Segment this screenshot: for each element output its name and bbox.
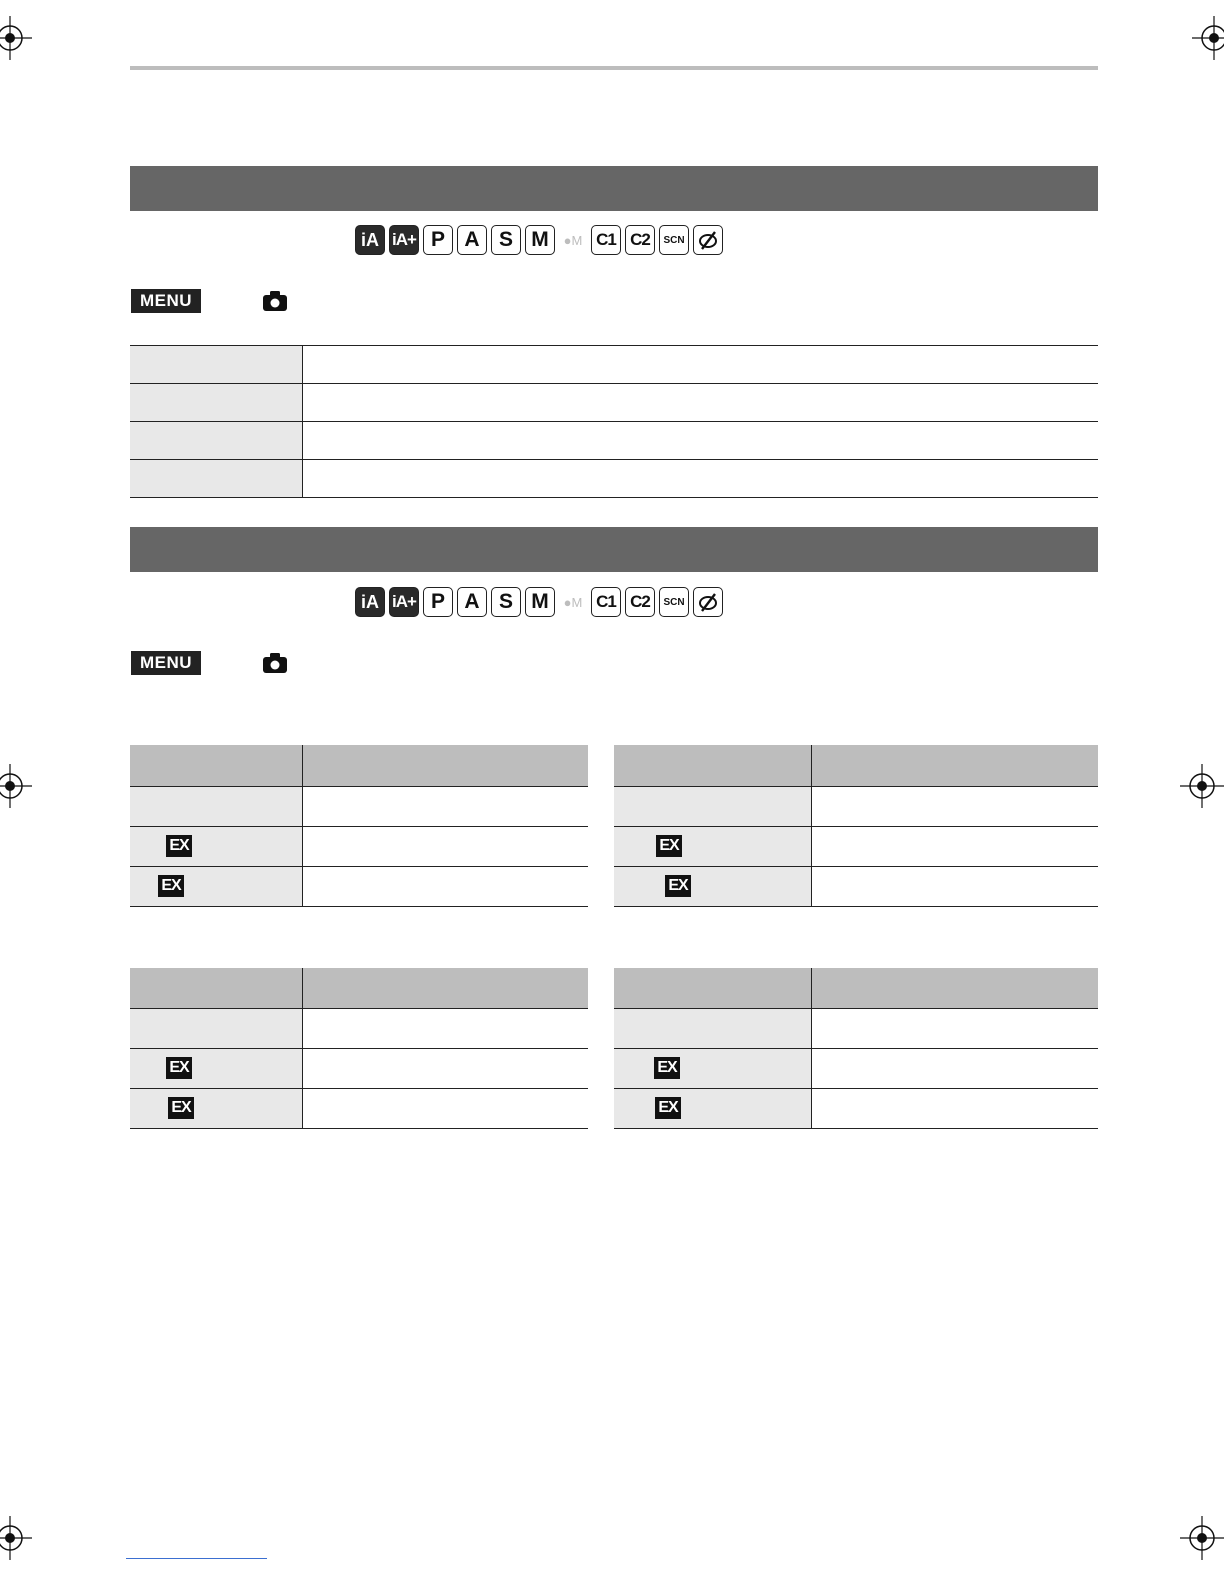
size-table-left-1 — [130, 745, 588, 907]
table-row — [130, 422, 1098, 460]
registration-mark-icon — [1180, 1516, 1224, 1560]
camera-icon — [262, 290, 288, 312]
settings-table — [130, 345, 1098, 498]
table-header-row — [614, 745, 1098, 786]
creative-video-icon: ● M — [559, 587, 587, 617]
registration-mark-icon — [1192, 16, 1224, 60]
intelligent-auto-plus-icon: iA+ — [389, 225, 419, 255]
table-row — [614, 786, 1098, 826]
ex-badge-icon: EX — [665, 875, 691, 897]
table-header-row — [614, 968, 1098, 1008]
manual-mode-icon: M — [525, 225, 555, 255]
registration-mark-icon — [0, 1516, 32, 1560]
custom-2-icon: C2 — [625, 587, 655, 617]
registration-mark-icon — [0, 16, 32, 60]
ex-badge-icon: EX — [168, 1097, 194, 1119]
ex-badge-icon: EX — [655, 1097, 681, 1119]
footer-link-underline — [126, 1558, 267, 1559]
ex-badge-icon: EX — [654, 1057, 680, 1079]
registration-mark-icon — [0, 764, 32, 808]
table-row — [130, 826, 588, 866]
ex-badge-icon: EX — [166, 835, 192, 857]
table-row — [130, 1048, 588, 1088]
table-row — [130, 346, 1098, 384]
registration-mark-icon — [1180, 764, 1224, 808]
aperture-priority-icon: A — [457, 225, 487, 255]
creative-control-icon — [693, 587, 723, 617]
table-row — [130, 786, 588, 826]
manual-mode-icon: M — [525, 587, 555, 617]
table-row — [614, 826, 1098, 866]
program-mode-icon: P — [423, 225, 453, 255]
custom-1-icon: C1 — [591, 587, 621, 617]
aperture-priority-icon: A — [457, 587, 487, 617]
creative-video-icon: ● M — [559, 225, 587, 255]
creative-control-icon — [693, 225, 723, 255]
top-rule — [130, 66, 1098, 70]
program-mode-icon: P — [423, 587, 453, 617]
size-table-right-2 — [614, 968, 1098, 1129]
mode-icon-row — [355, 586, 723, 618]
scene-mode-icon: SCN — [659, 225, 689, 255]
table-row — [130, 1088, 588, 1128]
table-header-row — [130, 968, 588, 1008]
table-row — [130, 384, 1098, 422]
ex-badge-icon: EX — [656, 835, 682, 857]
camera-icon — [262, 652, 288, 674]
menu-badge: MENU — [131, 289, 201, 313]
table-row — [130, 1008, 588, 1048]
table-row — [130, 866, 588, 906]
shutter-priority-icon: S — [491, 225, 521, 255]
table-row — [130, 460, 1098, 498]
menu-badge: MENU — [131, 651, 201, 675]
ex-badge-icon: EX — [158, 875, 184, 897]
mode-icon-row — [355, 224, 723, 256]
table-row — [614, 866, 1098, 906]
table-row — [614, 1048, 1098, 1088]
table-row — [614, 1088, 1098, 1128]
table-header-row — [130, 745, 588, 786]
shutter-priority-icon: S — [491, 587, 521, 617]
intelligent-auto-icon: iA — [355, 225, 385, 255]
table-row — [614, 1008, 1098, 1048]
intelligent-auto-icon: iA — [355, 587, 385, 617]
size-table-left-2 — [130, 968, 588, 1129]
scene-mode-icon: SCN — [659, 587, 689, 617]
ex-badge-icon: EX — [166, 1057, 192, 1079]
section-header-bar — [130, 527, 1098, 572]
size-table-right-1 — [614, 745, 1098, 907]
intelligent-auto-plus-icon: iA+ — [389, 587, 419, 617]
custom-1-icon: C1 — [591, 225, 621, 255]
custom-2-icon: C2 — [625, 225, 655, 255]
section-header-bar — [130, 166, 1098, 211]
